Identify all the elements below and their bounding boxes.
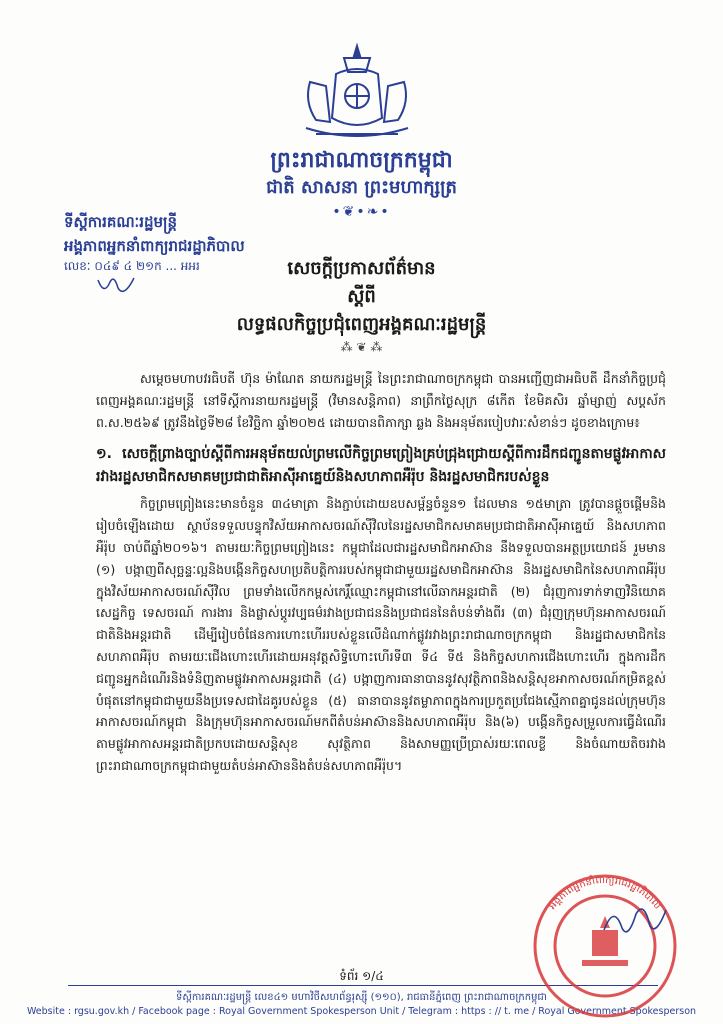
footer-contacts: Website : rgsu.gov.kh / Facebook page : Royal Government Spokesperson Unit / Telegram : https : // t. me / Royal Government Spokesperson xyxy=(26,1006,697,1017)
title-ornament: ⁂ ❦ ⁂ xyxy=(340,340,383,354)
national-motto: ជាតិ សាសនា ព្រះមហាក្សត្រ xyxy=(266,177,457,198)
agenda-heading-1: ១. សេចក្តីព្រាងច្បាប់ស្តីពីការអនុម័តយល់ព្រមលើកិច្ចព្រមព្រៀងគ្រប់ជ្រុងជ្រោយស្តីពីការដឹកជញ្ជូនតាមផ្លូវអាកាសរវាងរដ្ឋសមាជិកសមាគមប្រជាជាតិអាស៊ីអាគ្នេយ៍និងសហភាពអឺរ៉ុប និងរដ្ឋសមាជិករបស់ខ្លួន xyxy=(96,446,666,486)
title-line-1: សេចក្តីប្រកាសព័ត៌មាន xyxy=(287,258,436,279)
agenda-paragraph-1: កិច្ចព្រមព្រៀងនេះមានចំនួន ៣៤មាត្រា និងភ្ជាប់ដោយឧបសម្ព័ន្ធចំនួន១ ដែលមាន ១៥មាត្រា ត្រូវបានផ្តួចផ្តើមនិងរៀបចំឡើងដោយ ស្ថាប័នទទួលបន្ទុកវិស័យអាកាសចរណ៍ស៊ីវិលនៃរដ្ឋសមាជិកសមាគមប្រជាជាតិអាស៊ីអាគ្នេយ៍ និងសហភាពអឺរ៉ុប ចាប់ពីឆ្នាំ២០១៦។ តាមរយៈកិច្ចព្រមព្រៀងនេះ កម្ពុជាដែលជារដ្ឋសមាជិកអាស៊ាន នឹងទទួលបានអត្ថប្រយោជន៍ រួមមាន (១) បង្កាញពីសុច្ឆន្ទៈល្អនិងបង្កើនកិច្ចសហប្រតិបត្តិការរបស់កម្ពុជាជាមួយរដ្ឋសមាជិកអាស៊ាន និងរដ្ឋសមាជិកនៃសហភាពអឺរ៉ុបក្នុងវិស័យអាកាសចរណ៍ស៊ីវិល ព្រមទាំងលើកកម្ពស់កេរ្តិ៍ឈ្មោះកម្ពុជានៅលើឆាកអន្តរជាតិ (២) ជំរុញការទាក់ទាញវិនិយោគ សេដ្ឋកិច្ច ទេសចរណ៍ ការងារ និងផ្លាស់ប្តូរវប្បធម៌រវាងប្រជាជននិងប្រជាជននៃតំបន់ទាំងពីរ (៣) ជំរុញក្រុមហ៊ុនអាកាសចរណ៍ជាតិនិងអន្តរជាតិ ដើម្បីរៀបចំផែនការហោះហើររបស់ខ្លួនលើដំណាក់ផ្លូវរវាងព្រះរាជាណាចក្រកម្ពុជា និងរដ្ឋជាសមាជិកនៃសហភាពអឺរ៉ុប តាមរយៈជើងហោះហើរដោយអនុវត្តសិទ្ធិហោះហើរទី៣ ទី៤ ទី៥ និងកិច្ចសហការជើងហោះហើរ ក្នុងការដឹកជញ្ជូនអ្នកដំណើរនិងទំនិញតាមផ្លូវអាកាសអន្តរជាតិ (៤) បង្កាញការធានាបាននូវសុវត្ថិភាពនិងសន្តិសុខអាកាសចរណ៍កម្រិតខ្ពស់បំផុតនៅកម្ពុជាជាមួយនឹងប្រទេសជាដៃគូរបស់ខ្លួន (៥) ធានាបាននូវតម្លាភាពក្នុងការប្រកួតប្រជែងស្មើភាពគ្នាជូនដល់ក្រុមហ៊ុនអាកាសចរណ៍កម្ពុជា និងក្រុមហ៊ុនអាកាសចរណ៍មកពីតំបន់អាស៊ាននិងសហភាពអឺរ៉ុប និង(៦) បង្កើនកិច្ចសម្រួលការធ្វើដំណើរតាមផ្លូវអាកាសអន្តរជាតិប្រកបដោយសន្តិសុខ សុវត្ថិភាព និងសាមញ្ញប្រើប្រាស់រយៈពេលខ្លី និងចំណាយតិចរវាងព្រះរាជាណាចក្រកម្ពុជាជាមួយតំបន់អាស៊ាននិងតំបន់សហភាពអឺរ៉ុប។ xyxy=(96,496,666,773)
document-title xyxy=(0,255,723,339)
seal-text: អង្គភាពអ្នកនាំពាក្យរាជរដ្ឋាភិបាល xyxy=(547,874,663,912)
page-number: ទំព័រ ១/៤ xyxy=(339,969,384,983)
title-line-2: ស្តីពី xyxy=(347,286,376,307)
office-line-2: អង្គភាពអ្នកនាំពាក្យរាជរដ្ឋាភិបាល xyxy=(64,237,245,255)
document-body xyxy=(96,368,666,777)
signature-icon xyxy=(600,900,670,940)
office-line-1: ទីស្តីការគណៈរដ្ឋមន្ត្រី xyxy=(64,213,178,231)
reference-number: លេខៈ ០៤៩ ៤ ២១ក ... អអរ xyxy=(64,259,200,273)
header-ornament: •❦•❧• xyxy=(332,204,391,220)
footer-address: ទីស្តីការគណៈរដ្ឋមន្ត្រី លេខ៤១ មហាវិថីសហព័ន្ធរុស្ស៊ី (១១០), រាជធានីភ្នំពេញ ព្រះរាជាណាចក្រកម្ពុជា xyxy=(176,992,547,1003)
kingdom-name: ព្រះរាជាណាចក្រកម្ពុជា xyxy=(270,148,453,173)
official-seal-icon xyxy=(522,872,688,1020)
title-line-3: លទ្ធផលកិច្ចប្រជុំពេញអង្គគណៈរដ្ឋមន្ត្រី xyxy=(236,314,487,335)
issuing-office xyxy=(64,210,245,258)
intro-paragraph: សម្តេចមហាបវរធិបតី ហ៊ុន ម៉ាណែត នាយករដ្ឋមន្ត្រី នៃព្រះរាជាណាចក្រកម្ពុជា បានអញ្ជើញជាអធិបតី ដឹកនាំកិច្ចប្រជុំពេញអង្គគណៈរដ្ឋមន្ត្រី នៅទីស្តីការនាយករដ្ឋមន្ត្រី (វិមានសន្តិភាព) នាព្រឹកថ្ងៃសុក្រ ៨កើត ខែមិគសិរ ឆ្នាំម្សាញ់ សប្តស័ក ព.ស.២៥៦៩ ត្រូវនឹងថ្ងៃទី២៨ ខែវិច្ឆិកា ឆ្នាំ២០២៥ ដោយបានពិភាក្សា ឆ្លង និងអនុម័តរបៀបវារៈសំខាន់ៗ ដូចខាងក្រោម៖ xyxy=(96,371,666,430)
royal-crest-icon xyxy=(296,42,418,146)
